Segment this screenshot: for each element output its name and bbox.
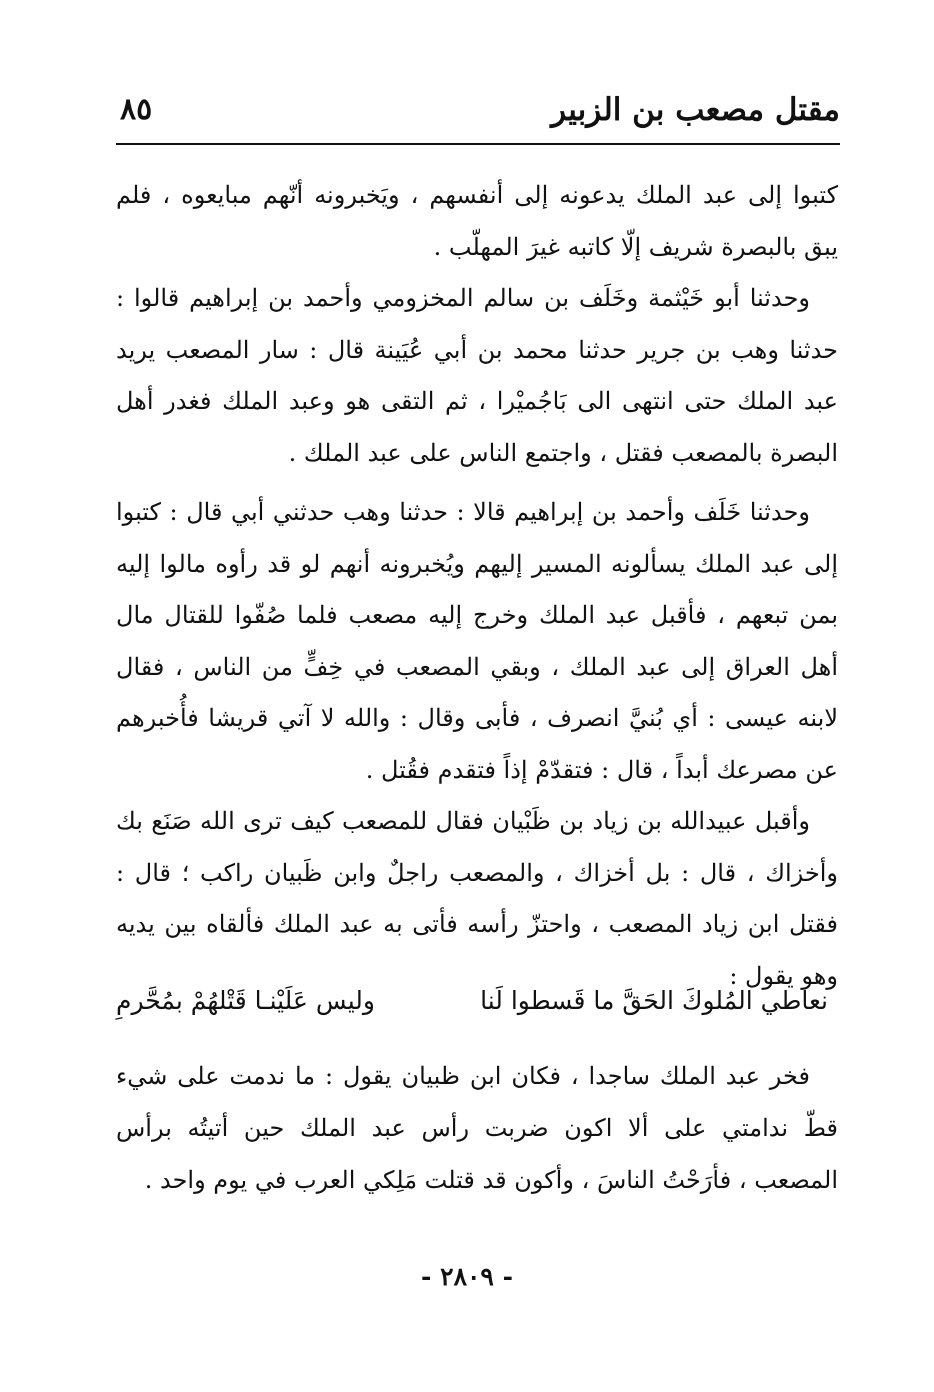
verse-first-hemistich: نعاطي المُلوكَ الحَقَّ ما قَسطوا لَنا [480,986,828,1015]
page-number: ٨٥ [120,92,153,127]
paragraph-4: وأقبل عبيدالله بن زياد بن ظَبْيان فقال للمصعب كيف ترى الله صَنَع بك وأخزاك ، قال : بل أخزاك ، والمصعب راجلٌ وابن ظَبيان راكب ؛ قال : فقتل ابن زياد المصعب ، واحتزّ رأسه فأتى به عبد الملك فألقاه بين يديه وهو يقول : [116,807,838,990]
header-divider [116,143,840,145]
paragraph-2: وحدثنا أبو خَيْثمة وخَلَف بن سالم المخزومي وأحمد بن إبراهيم قالوا : حدثنا وهب بن جرير حدثنا محمد بن أبي عُيَينة قال : سار المصعب يريد عبد الملك حتى انتهى الى بَاجُميْرا ، ثم التقى هو وعبد الملك فغدر أهل البصرة بالمصعب فقتل ، واجتمع الناس على عبد الملك . [116,284,838,467]
verse-second-hemistich: وليس عَلَيْنـا قَتْلهُمْ بمُحَّرمِ [116,986,375,1015]
running-header [116,86,840,142]
paragraph-5: فخر عبد الملك ساجدا ، فكان ابن ظبيان يقول : ما ندمت على شيء قطّ ندامتي على ألا اكون ضربت رأس عبد الملك حين أتيتُه برأس المصعب ، فأرَحْتُ الناسَ ، وأكون قد قتلت مَلِكي العرب في يوم واحد . [116,1062,838,1194]
main-text [116,170,838,1002]
closing-text [116,1050,838,1206]
poetry-verse [116,978,838,1030]
chapter-title: مقتل مصعب بن الزبير [551,92,840,128]
paragraph-1: كتبوا إلى عبد الملك يدعونه إلى أنفسهم ، ويَخبرونه أنّهم مبايعوه ، فلم يبق بالبصرة شريف إلّا كاتبه غيرَ المهلّب . [116,181,838,261]
paragraph-3: وحدثنا خَلَف وأحمد بن إبراهيم قالا : حدثنا وهب حدثني أبي قال : كتبوا إلى عبد الملك يسألونه المسير إليهم ويُخبرونه أنهم لو قد رأوه مالوا إليه بمن تبعهم ، فأقبل عبد الملك وخرج إليه مصعب فلما صُفّوا للقتال مال أهل العراق إلى عبد الملك ، وبقي المصعب في خِفٍّ من الناس ، فقال لابنه عيسى : أي بُنيَّ انصرف ، فأبى وقال : والله لا آتي قريشا فأُخبرهم عن مصرعك أبداً ، قال : فتقدّمْ إذاً فتقدم فقُتل . [116,498,838,784]
footer-page-number: - ٢٨٠٩ - [421,1262,513,1291]
